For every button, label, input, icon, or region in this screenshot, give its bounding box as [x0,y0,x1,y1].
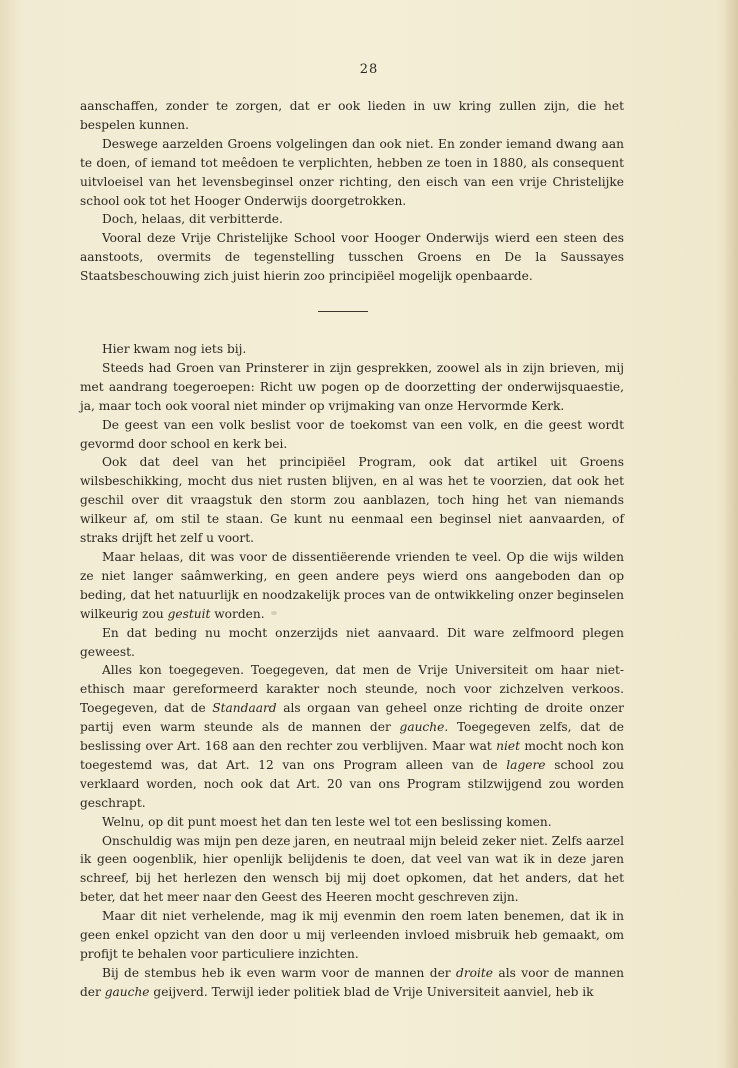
text-run: Bij de stembus heb ik even warm voor de mannen der [102,965,451,980]
italic-term: Standaard [212,701,277,716]
paragraph [80,661,624,812]
text-run: Alles kon toegegeven. Toegegeven, dat men de Vrije Universiteit om haar niet-ethisch maar gereformeerd karakter noch steunde, noch voor zichzelven verkoos. Toegegeven, dat de [80,663,624,716]
text-run: Maar helaas, dit was voor de dissentiëerende vrienden te veel. Op die wijs wilden ze niet langer saâmwerking, en geen andere peys wierd ons aangeboden dan op beding, dat het natuurlijk en noodzakelijk proces van de ontwikkeling onzer beginselen wilkeurig zou [80,549,624,621]
text-run: Toegegeven zelfs, dat de beslissing over Art. 168 aan den rechter zou verblijven. Maar wat [80,720,624,754]
paragraph: Doch, helaas, dit verbitterde. [102,212,283,227]
page-edge-shadow [724,0,738,1068]
paper-blemish [271,611,277,615]
text-block-lower [80,340,624,1002]
text-run: als voor de mannen der [80,965,625,999]
paragraph: aanschaffen, zonder te zorgen, dat er ook lieden in uw kring zullen zijn, die het bespelen kunnen. [80,99,624,132]
section-divider [318,311,368,312]
text-run: geijverd. Terwijl ieder politiek blad de Vrije Universiteit aanviel, heb ik [153,984,594,999]
paragraph: Onschuldig was mijn pen deze jaren, en neutraal mijn beleid zeker niet. Zelfs aarzel ik geen oogenblik, hier openlijk belijdenis te doen, dat veel van wat ik in deze jaren schreef, bij het herlezen den wensch bij mij doet opkomen, dat het anders, dat het beter, dat het meer naar den Geest des Heeren mocht geschreven zijn. [80,833,624,905]
paragraph: Hier kwam nog iets bij. [102,342,247,356]
paragraph: Steeds had Groen van Prinsterer in zijn gesprekken, zoowel als in zijn brieven, mij met aandrang toegeroepen: Richt uw pogen op de doorzetting der onderwijsquaestie, ja, maar toch ook vooral niet minder op vrijmaking van onze Hervormde Kerk. [80,360,624,413]
paragraph [80,964,624,1002]
text-run: als orgaan van geheel onze richting de droite onzer partij even warm steunde als de mannen der [80,701,625,735]
italic-term: niet [496,739,520,754]
italic-term: gauche. [399,720,449,735]
paragraph: Vooral deze Vrije Christelijke School voor Hooger Onderwijs wierd een steen des aanstoots, overmits de tegenstelling tusschen Groens en De la Saussayes Staatsbeschouwing zich juist hierin zoo principiëel mogelijk openbaarde. [80,231,624,284]
text-run: school zou verklaard worden, noch ook dat Art. 20 van ons Program stilzwijgend zou worden geschrapt. [80,757,625,810]
page-number: 28 [359,62,379,77]
text-run: worden. [214,606,265,621]
italic-term: droite [456,965,494,980]
paragraph: De geest van een volk beslist voor de toekomst van een volk, en die geest wordt gevormd door school en kerk bei. [80,417,624,451]
paragraph: Welnu, op dit punt moest het dan ten leste wel tot een beslissing komen. [102,814,552,829]
paragraph: En dat beding nu mocht onzerzijds niet aanvaard. Dit ware zelfmoord plegen geweest. [80,625,624,659]
italic-term: gauche [104,984,150,999]
italic-term: gestuit [167,606,211,621]
paragraph: Maar dit niet verhelende, mag ik mij evenmin den roem laten benemen, dat ik in geen enkel opzicht van den door u mij verleenden invloed misbruik heb gemaakt, om profijt te behalen voor particuliere inzichten. [80,909,624,961]
paragraph [80,548,624,624]
paragraph: Deswege aarzelden Groens volgelingen dan ook niet. En zonder iemand dwang aan te doen, of iemand tot meêdoen te verplichten, hebben ze toen in 1880, als consequent uitvloeisel van het levensbeginsel onzer richting, den eisch van een vrije Christelijke school ook tot het Hooger Onderwijs doorgetrokken. [80,136,624,208]
text-run: mocht noch kon toegestemd was, dat Art. 12 van ons Program alleen van de [80,739,625,772]
paragraph: Ook dat deel van het principiëel Program, ook dat artikel uit Groens wilsbeschikking, mocht dus niet rusten blijven, en al was het te voorzien, dat ook het geschil over dit vraagstuk den storm zou aanblazen, toch hing het van niemands wilkeur af, om stil te staan. Ge kunt nu eenmaal een beginsel niet aanvaarden, of straks drijft het zelf u voort. [80,455,624,546]
italic-term: lagere [506,757,546,772]
text-block-upper [80,97,624,286]
